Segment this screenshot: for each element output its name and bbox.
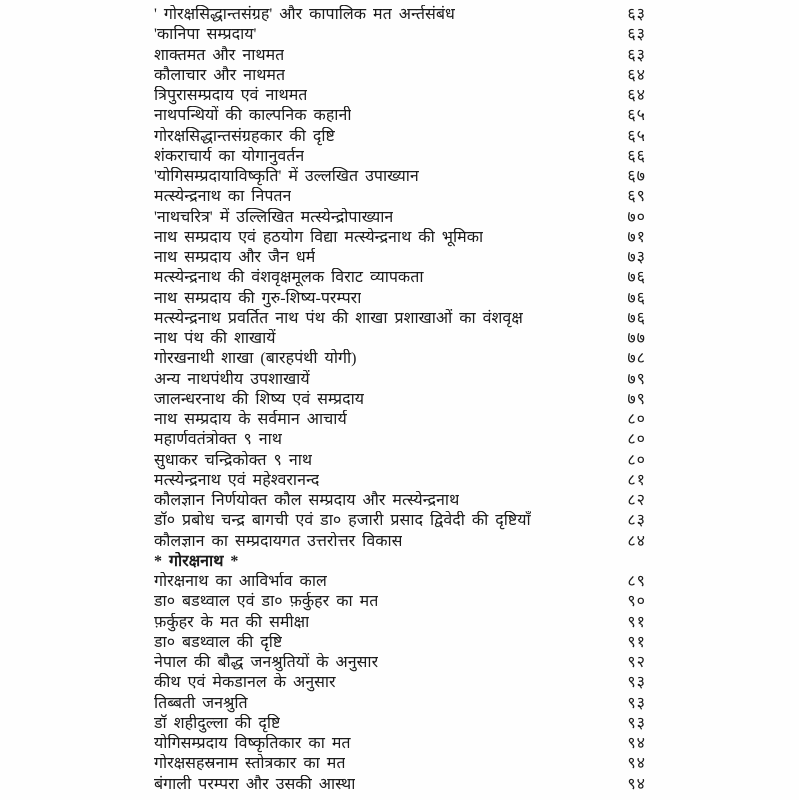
toc-row xyxy=(154,208,646,228)
toc-entry-title: कौलज्ञान निर्णयोक्त कौल सम्प्रदाय और मत्स्येन्द्रनाथ xyxy=(154,492,460,509)
toc-list xyxy=(154,5,646,795)
toc-entry-title: नाथ सम्प्रदाय एवं हठयोग विद्या मत्स्येन्द्रनाथ की भूमिका xyxy=(154,228,484,246)
toc-entry-title: * गोरक्षनाथ * xyxy=(154,552,239,570)
toc-row xyxy=(154,5,646,25)
toc-entry-title: गोरक्षसिद्धान्तसंग्रहकार की दृष्टि xyxy=(154,127,335,145)
toc-entry-title: गोरक्षनाथ का आविर्भाव काल xyxy=(154,573,327,590)
toc-row xyxy=(154,430,646,450)
toc-row xyxy=(154,491,646,511)
toc-entry-page-number: ६३ xyxy=(627,6,646,23)
toc-row xyxy=(154,613,646,633)
toc-entry-title: कौलाचार और नाथमत xyxy=(154,66,286,84)
toc-entry-page-number: ९० xyxy=(627,593,646,611)
toc-row xyxy=(154,370,646,390)
toc-entry-page-number: ७७ xyxy=(627,330,646,347)
toc-entry-page-number: ९२ xyxy=(627,654,646,671)
toc-entry-title: नाथ सम्प्रदाय और जैन धर्म xyxy=(154,249,316,266)
toc-row xyxy=(154,106,646,126)
toc-entry-title: डा० बडथ्वाल की दृष्टि xyxy=(154,633,283,651)
toc-entry-title: 'नाथचरित्र' में उल्लिखित मत्स्येन्द्रोपाख्यान xyxy=(154,208,394,226)
toc-row xyxy=(154,187,646,207)
toc-row xyxy=(154,754,646,774)
toc-entry-page-number: ९४ xyxy=(627,735,646,752)
toc-entry-title: सुधाकर चन्द्रिकोक्त ९ नाथ xyxy=(154,451,313,469)
toc-entry-title: डा० बडथ्वाल एवं डा० फ़र्कुहर का मत xyxy=(154,593,379,611)
toc-entry-page-number: ९१ xyxy=(627,633,646,651)
toc-row xyxy=(154,46,646,66)
toc-entry-title: नाथ पंथ की शाखायें xyxy=(154,330,276,347)
toc-entry-title: मत्स्येन्द्रनाथ एवं महेश्वरानन्द xyxy=(154,471,320,489)
toc-row xyxy=(154,714,646,734)
toc-row xyxy=(154,532,646,552)
toc-entry-page-number: ६७ xyxy=(627,168,646,185)
toc-entry-page-number: ६५ xyxy=(627,107,646,125)
toc-row xyxy=(154,349,646,369)
toc-entry-title: गोरखनाथी शाखा (बारहपंथी योगी) xyxy=(154,350,357,368)
toc-row xyxy=(154,734,646,754)
toc-entry-page-number: ७६ xyxy=(627,309,646,327)
toc-row xyxy=(154,410,646,430)
toc-row xyxy=(154,572,646,592)
toc-entry-title: गोरक्षसहस्रनाम स्तोत्रकार का मत xyxy=(154,755,346,773)
toc-row xyxy=(154,127,646,147)
toc-entry-page-number: ७० xyxy=(627,208,646,226)
toc-row xyxy=(154,511,646,531)
toc-entry-page-number: ८४ xyxy=(627,532,646,550)
toc-entry-title: डॉ शहीदुल्ला की दृष्टि xyxy=(154,714,281,732)
toc-entry-title: मत्स्येन्द्रनाथ की वंशवृक्षमूलक विराट व्यापकता xyxy=(154,269,424,287)
toc-row xyxy=(154,248,646,268)
toc-entry-page-number: ८९ xyxy=(627,573,646,590)
toc-entry-page-number: ८१ xyxy=(627,471,646,489)
toc-row xyxy=(154,633,646,653)
toc-row xyxy=(154,228,646,248)
toc-entry-page-number: ६४ xyxy=(627,87,646,104)
toc-entry-title: त्रिपुरासम्प्रदाय एवं नाथमत xyxy=(154,87,308,104)
toc-entry-page-number: ७९ xyxy=(627,370,646,388)
toc-entry-page-number: ८० xyxy=(627,431,646,449)
toc-row xyxy=(154,167,646,187)
toc-entry-title: महार्णवतंत्रोक्त ९ नाथ xyxy=(154,431,283,449)
toc-entry-title: नाथ सम्प्रदाय के सर्वमान आचार्य xyxy=(154,411,347,428)
toc-entry-page-number: ८० xyxy=(627,411,646,428)
toc-row xyxy=(154,390,646,410)
toc-row xyxy=(154,653,646,673)
toc-entry-page-number: ७१ xyxy=(627,228,646,246)
toc-entry-title: शंकराचार्य का योगानुवर्तन xyxy=(154,147,305,165)
toc-entry-page-number: ९३ xyxy=(627,674,646,692)
toc-row xyxy=(154,673,646,693)
toc-row xyxy=(154,694,646,714)
toc-entry-page-number: ६४ xyxy=(627,66,646,84)
toc-row xyxy=(154,289,646,309)
toc-entry-title: कीथ एवं मेकडानल के अनुसार xyxy=(154,674,336,692)
toc-row xyxy=(154,329,646,349)
toc-entry-page-number: ८२ xyxy=(627,492,646,509)
toc-entry-page-number: ९३ xyxy=(627,714,646,732)
toc-row xyxy=(154,147,646,167)
toc-row xyxy=(154,592,646,612)
toc-entry-title: नेपाल की बौद्ध जनश्रुतियों के अनुसार xyxy=(154,654,379,671)
toc-row xyxy=(154,471,646,491)
toc-entry-title: मत्स्येन्द्रनाथ का निपतन xyxy=(154,188,292,206)
toc-entry-page-number: ९४ xyxy=(627,755,646,773)
toc-row xyxy=(154,25,646,45)
toc-entry-title: फ़र्कुहर के मत की समीक्षा xyxy=(154,613,310,631)
toc-entry-page-number: ९३ xyxy=(627,694,646,712)
toc-entry-title: नाथपन्थियों की काल्पनिक कहानी xyxy=(154,107,352,125)
toc-entry-title: ' गोरक्षसिद्धान्तसंग्रह' और कापालिक मत अर्न्तसंबंध xyxy=(154,6,455,23)
toc-entry-page-number: ६६ xyxy=(627,147,646,165)
toc-entry-title: मत्स्येन्द्रनाथ प्रवर्तित नाथ पंथ की शाखा प्रशाखाओं का वंशवृक्ष xyxy=(154,309,523,327)
toc-entry-page-number: ८३ xyxy=(627,512,646,530)
toc-row xyxy=(154,309,646,329)
toc-entry-page-number: ७६ xyxy=(627,289,646,307)
toc-entry-page-number: ७८ xyxy=(627,350,646,368)
toc-entry-title: डॉ० प्रबोध चन्द्र बागची एवं डा० हजारी प्रसाद द्विवेदी की दृष्टियाँ xyxy=(154,512,531,530)
toc-entry-page-number: ८० xyxy=(627,451,646,469)
toc-row xyxy=(154,66,646,86)
toc-entry-page-number: ७९ xyxy=(627,390,646,408)
toc-entry-title: जालन्धरनाथ की शिष्य एवं सम्प्रदाय xyxy=(154,390,365,408)
toc-row xyxy=(154,268,646,288)
toc-entry-title: तिब्बती जनश्रुति xyxy=(154,694,248,712)
toc-entry-page-number: ९४ xyxy=(627,775,646,793)
toc-entry-page-number: ६९ xyxy=(627,188,646,206)
toc-entry-page-number: ६३ xyxy=(627,46,646,64)
toc-entry-title: योगिसम्प्रदाय विष्कृतिकार का मत xyxy=(154,735,351,752)
toc-entry-title: बंगाली परम्परा और उसकी आस्था xyxy=(154,775,356,793)
toc-entry-title: अन्य नाथपंथीय उपशाखायें xyxy=(154,370,310,388)
toc-entry-page-number: ६३ xyxy=(627,26,646,44)
toc-entry-title: 'कानिपा सम्प्रदाय' xyxy=(154,26,257,44)
toc-entry-title: 'योगिसम्प्रदायाविष्कृति' में उल्लखित उपाख्यान xyxy=(154,168,419,185)
toc-row xyxy=(154,86,646,106)
toc-row xyxy=(154,775,646,795)
toc-entry-page-number: ९१ xyxy=(627,613,646,631)
toc-entry-title: शाक्तमत और नाथमत xyxy=(154,46,285,64)
toc-entry-title: कौलज्ञान का सम्प्रदायगत उत्तरोत्तर विकास xyxy=(154,532,403,550)
toc-entry-page-number: ७६ xyxy=(627,269,646,287)
toc-row xyxy=(154,451,646,471)
toc-entry-title: नाथ सम्प्रदाय की गुरु-शिष्य-परम्परा xyxy=(154,289,362,307)
toc-entry-page-number: ७३ xyxy=(627,249,646,266)
toc-section-heading xyxy=(154,552,646,572)
toc-entry-page-number: ६५ xyxy=(627,127,646,145)
